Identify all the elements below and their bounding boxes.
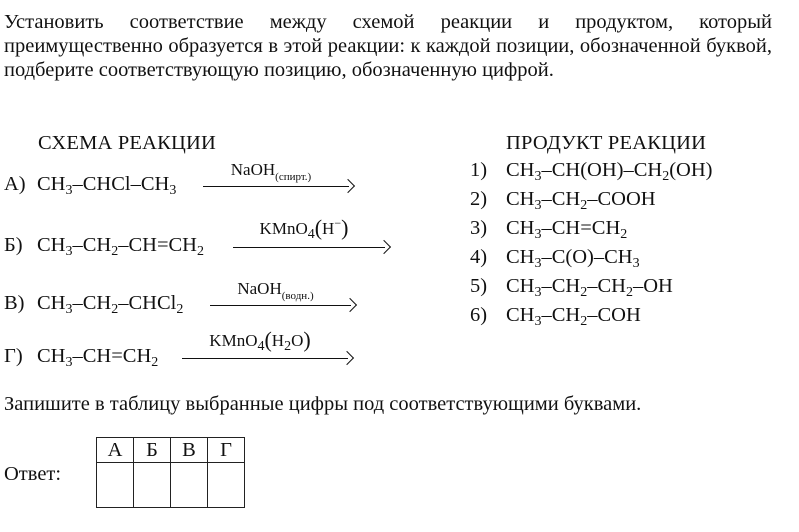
reaction-product-heading: ПРОДУКТ РЕАКЦИИ [506,132,707,154]
arrow-head-icon [341,179,355,193]
reaction-label: Г) [4,345,23,367]
reaction-arrow-a [203,160,353,200]
answer-cell-c[interactable] [171,463,208,508]
arrow-line [182,358,348,359]
reaction-a: А) $CH_3-CHCl-CH_3$ [4,173,177,198]
arrow-line [233,247,385,248]
arrow-line [210,305,351,306]
product-3: 3) $CH_3-CH=CH_2$ [470,217,628,242]
answer-cell-d[interactable] [208,463,245,508]
reaction-arrow-c [210,279,355,319]
reaction-arrow-d [182,327,352,372]
reaction-arrow-b [233,215,389,261]
reaction-b: Б) $CH_3-CH_2-CH=CH_2$ [4,234,204,259]
arrow-head-icon [377,240,391,254]
arrow-head-icon [343,298,357,312]
answer-cell-a[interactable] [97,463,134,508]
reagent-label: NaOH$_{(водн.)}$ [237,279,314,302]
arrow-head-icon [340,351,354,365]
arrow-line [203,186,349,187]
instruction-text: Запишите в таблицу выбранные цифры под соответствующими буквами. [4,393,642,415]
product-1: 1) $CH_3-CH(OH)-CH_2(OH)$ [470,159,713,184]
reagent-label: NaOH$_{(спирт.)}$ [230,160,312,183]
answer-cell-b[interactable] [134,463,171,508]
answer-header-a: А [97,438,134,463]
answer-header-c: В [171,438,208,463]
reaction-c: В) $CH_3-CH_2-CHCl_2$ [4,292,184,317]
product-2: 2) $CH_3-CH_2$–COOH [470,188,656,213]
product-4: 4) $CH_3-C(O)-CH_3$ [470,246,640,271]
answer-label: Ответ: [4,463,62,485]
reaction-label: Б) [4,234,23,256]
reaction-d: Г) $CH_3-CH=CH_2$ [4,345,159,370]
reaction-label: В) [4,292,25,314]
reaction-label: А) [4,173,26,195]
reaction-scheme-heading: СХЕМА РЕАКЦИИ [38,132,217,154]
task-intro: Установить соответствие между схемой реакции и продуктом, который преимущественно образуется в этой реакции: к каждой позиции, обозначенной буквой, подберите соответствующую позицию, обозначенную цифрой. [4,11,772,81]
product-6: 6) $CH_3-CH_2$–COH [470,304,641,329]
answer-header-b: Б [134,438,171,463]
answer-header-d: Г [208,438,245,463]
product-5: 5) $CH_3-CH_2-CH_2-OH$ [470,275,673,300]
reagent-label: $KMnO_4(H_2O)$ [209,327,311,354]
answer-table [96,437,245,508]
reagent-label: KMnO$_4$(H−) [259,215,349,242]
